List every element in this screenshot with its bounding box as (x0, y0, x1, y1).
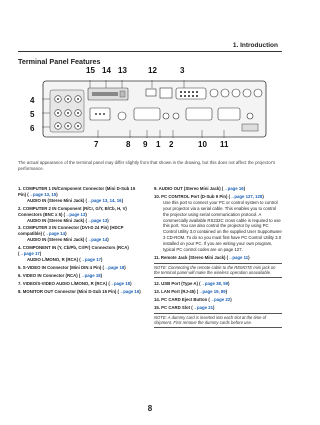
item-15: 15. PC CARD Slot (→page 21) (154, 304, 215, 310)
item-5: 5. S-VIDEO IN Connector (Mini DIN 4 Pin) (→page 18) (18, 264, 126, 270)
callout-15: 15 (86, 66, 95, 75)
item-6: 6. VIDEO IN Connector (RCA) (→page 18) (18, 272, 103, 278)
item-2: 2. COMPUTER 2 IN Component (R/Cr, G/Y, B/Cb, H, V) Connectors (BNC x 5) (→page 13) AUDIO IN (Stereo Mini Jack) (→page 13) (18, 206, 144, 224)
item-10: 10. PC CONTROL Port (D-Sub 9 Pin) (→page 127, 128) Use this port to connect your PC or control system to control your projector via a serial cable. This enables you to control the projector using serial communication protocol. A commercially available RS232C cross cable is required to use this port. You can also control the projector by using PC Control Utility 3.0 contained on the supplied User Supportware 3 CD-ROM. To do so you must first have PC Control Utility 3.0 installed on your PC. If you are writing your own program, typical PC control codes are on page 127. (154, 193, 282, 253)
callout-14: 14 (102, 66, 111, 75)
callout-11: 11 (220, 140, 229, 149)
callout-13: 13 (118, 66, 127, 75)
callout-8: 8 (126, 140, 131, 149)
callout-5: 5 (30, 110, 35, 119)
item-1-audio: AUDIO IN (Stereo Mini Jack) (→page 13, 14, 16) (27, 197, 124, 203)
terminal-panel-figure (30, 66, 275, 151)
callout-1: 1 (156, 140, 161, 149)
appearance-note: The actual appearance of the terminal panel may differ slightly from that shown in the drawing, but this does not affect the projector's performance. (18, 160, 276, 171)
remote-note: NOTE: Connecting the remote cable to the REMOTE mini jack on the terminal panel will make the wireless operation unavailable. (154, 263, 282, 278)
terminal-panel-drawing (42, 80, 267, 138)
callout-9: 9 (143, 140, 148, 149)
item-9: 9. AUDIO OUT (Stereo Mini Jack) (→page 16) (154, 186, 246, 191)
callout-3: 3 (180, 66, 185, 75)
callout-12: 12 (148, 66, 157, 75)
item-4: 4. COMPONENT IN (Y, Cb/Pb, Cr/Pr) Connectors (RCA) (→page 17) AUDIO L/MONO, R (RCA) (→page 17) (18, 245, 144, 263)
section-title: Terminal Panel Features (18, 57, 101, 66)
item-1: 1. COMPUTER 1 IN/Component Connector (Mini D-Sub 15 Pin) (→page 13, 15) AUDIO IN (Stereo Mini Jack) (→page 13, 14, 16) (18, 186, 144, 204)
callout-2: 2 (169, 140, 174, 149)
callout-10: 10 (198, 140, 207, 149)
item-4-audio: AUDIO L/MONO, R (RCA) (→page 17) (27, 256, 103, 262)
terminal-list-left (18, 186, 144, 297)
callout-6: 6 (30, 124, 35, 133)
item-3-audio: AUDIO IN (Stereo Mini Jack) (→page 14) (27, 237, 109, 243)
item-2-audio: AUDIO IN (Stereo Mini Jack) (→page 13) (27, 217, 109, 223)
item-7: 7. VIDEO/S-VIDEO AUDIO L/MONO, R (RCA) (→page 18) (18, 280, 132, 286)
callout-4: 4 (30, 96, 35, 105)
dummy-card-note: NOTE: A dummy card is inserted into each slot at the time of shipment. First remove the dummy cards before use. (154, 313, 282, 328)
terminal-list-right (154, 186, 282, 331)
page-number: 8 (147, 404, 153, 413)
item-3: 3. COMPUTER 3 IN Connector (DVI-D 24 Pin) (HDCP compatible) (→page 14) AUDIO IN (Stereo Mini Jack) (→page 14) (18, 225, 144, 243)
item-12: 12. USB Port (Type A) (→page 38, 59) (154, 281, 230, 287)
item-8: 8. MONITOR OUT Connector (Mini D-Sub 15 Pin) (→page 16) (18, 288, 141, 294)
item-10-description: Use this port to connect your PC or control system to control your projector via a serial cable. This enables you to control the projector using serial communication protocol. A commercially available RS232C cross cable is required to use this port. You can also control the projector by using PC Control Utility 3.0 contained on the supplied User Supportware 3 CD-ROM. To do so you must first have PC Control Utility 3.0 installed on your PC. If you are writing your own program, typical PC control codes are on page 127. (163, 199, 282, 253)
item-13: 13. LAN Port (RJ-45) (→page 19, 89) (154, 288, 228, 294)
item-14: 14. PC CARD Eject Button (→page 22) (154, 296, 232, 302)
chapter-header: 1. Introduction (232, 42, 278, 49)
item-11: 11. Remote Jack (Stereo Mini Jack) (→page 11) (154, 254, 250, 260)
callout-7: 7 (94, 140, 99, 149)
header-rule (18, 51, 282, 52)
